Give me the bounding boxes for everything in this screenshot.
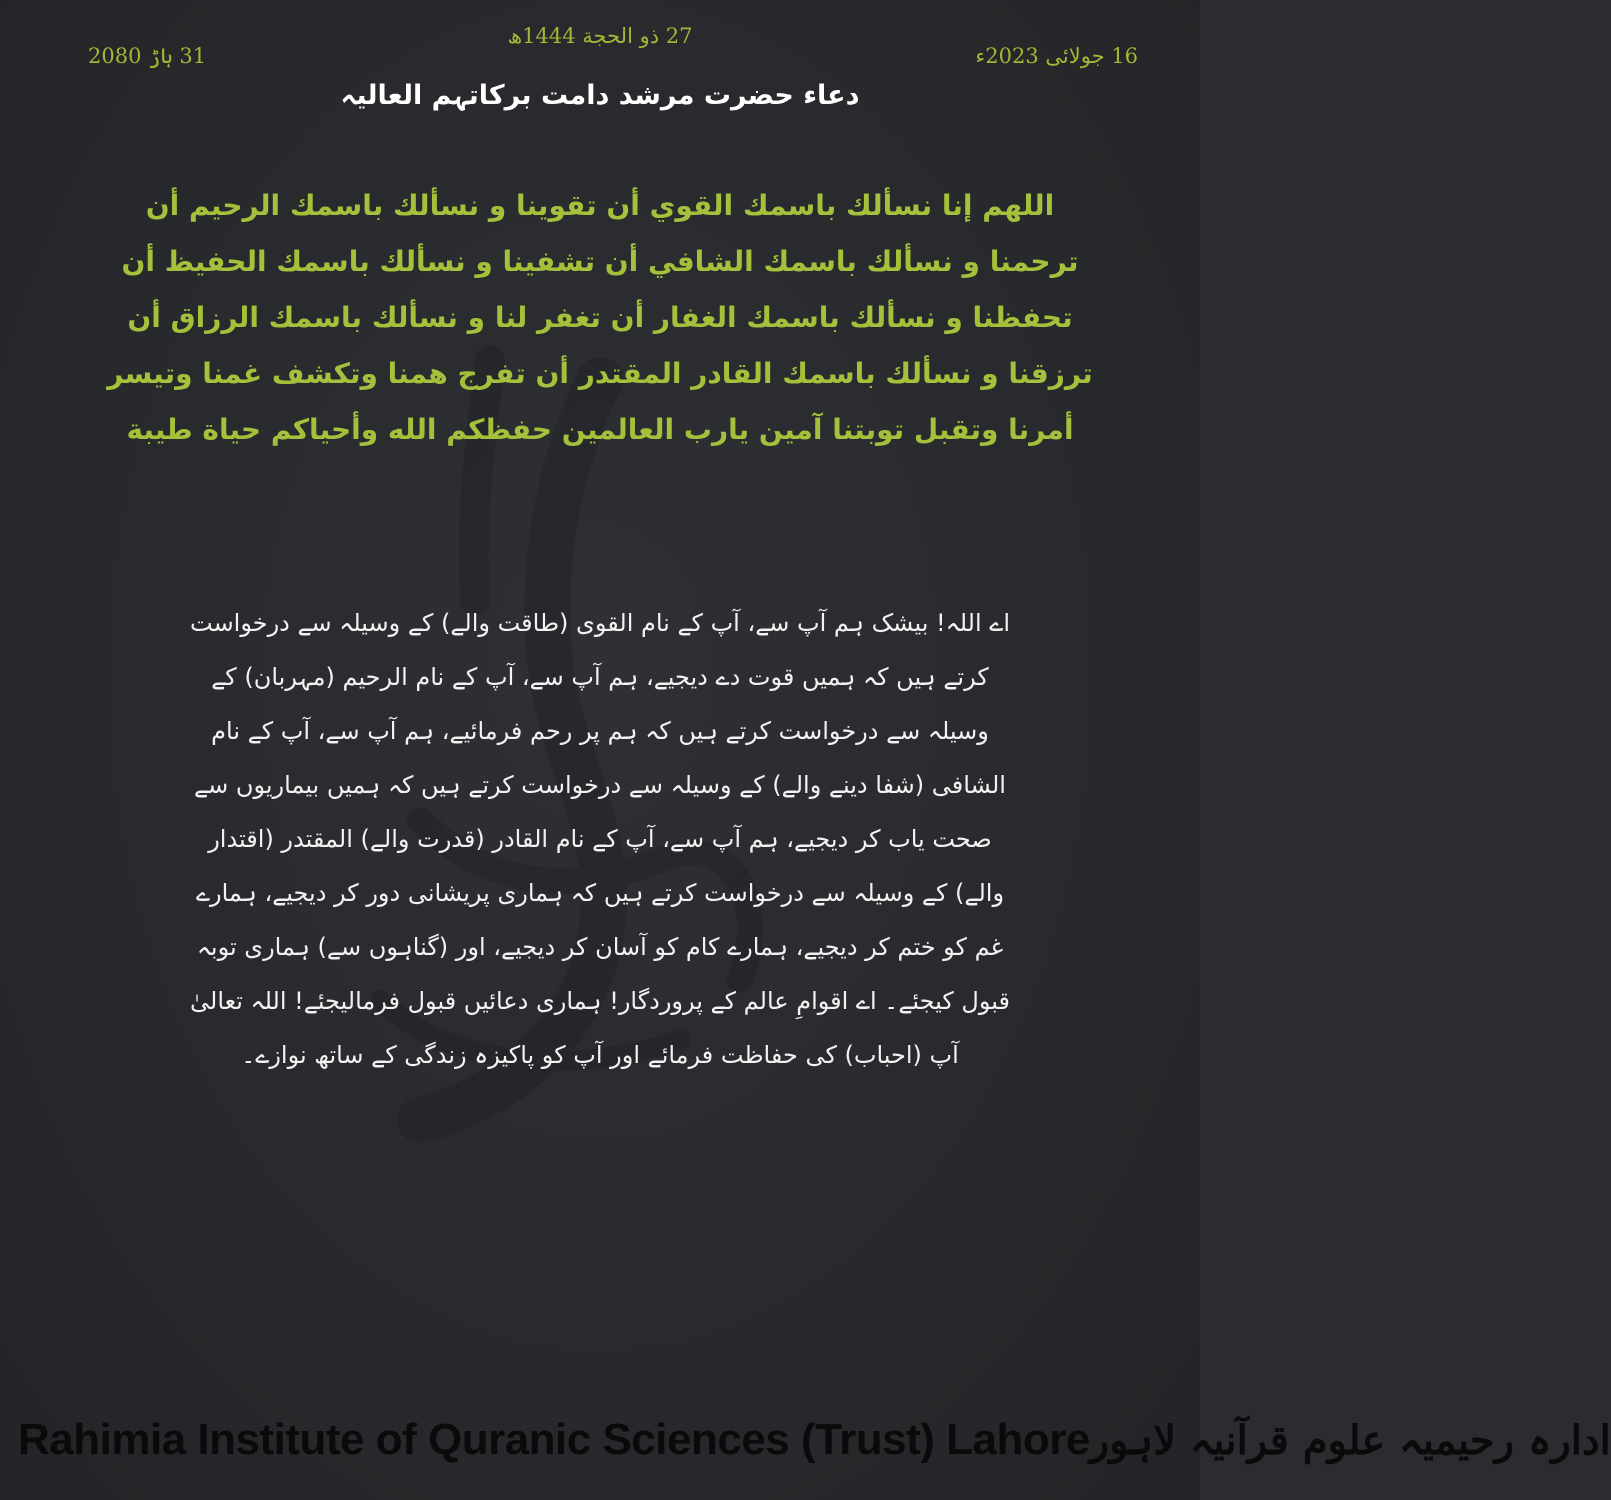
institute-logo-urdu: ادارہ رحیمیہ علوم قرآنیہ لاہور [1089,1416,1611,1464]
gregorian-date: 16 جولائی 2023ء [975,44,1138,68]
hijri-date: 27 ذو الحجة 1444ھ [507,24,693,48]
bikrami-date: 31 ہاڑ 2080 [88,44,207,68]
footer-banner [18,1400,1611,1480]
urdu-translation-text: اے اللہ! بیشک ہم آپ سے، آپ کے نام القوی (طاقت والے) کے وسیلہ سے درخواست کرتے ہیں کہ ہمیں قوت دے دیجیے، ہم آپ سے، آپ کے نام الرحیم (مہربان) کے وسیلہ سے درخواست کرتے ہیں کہ ہم پر رحم فرمائیے، ہم آپ سے، آپ کے نام الشافی (شفا دینے والے) کے وسیلہ سے درخواست کرتے ہیں کہ ہمیں بیماریوں سے صحت یاب کر دیجیے، ہم آپ سے، آپ کے نام القادر (قدرت والے) المقتدر (اقتدار والے) کے وسیلہ سے درخواست کرتے ہیں کہ ہماری پریشانی دور کر دیجیے، ہمارے غم کو ختم کر دیجیے، ہمارے کام کو آسان کر دیجیے، اور (گناہوں سے) ہماری توبہ قبول کیجئے۔ اے اقوامِ عالم کے پروردگار! ہماری دعائیں قبول فرمالیجئے! اللہ تعالیٰ آپ (احباب) کی حفاظت فرمائے اور آپ کو پاکیزہ زندگی کے ساتھ نوازے۔ [190,609,1010,1069]
page-title: دعاء حضرت مرشد دامت برکاتہم العالیہ [340,80,860,111]
institute-name-english: Rahimia Institute of Quranic Sciences (Trust) Lahore [18,1415,1090,1464]
arabic-dua-text: اللهم إنا نسألك باسمك القوي أن تقوينا و نسألك باسمك الرحيم أن ترحمنا و نسألك باسمك الشافي أن تشفينا و نسألك باسمك الحفيظ أن تحفظنا و نسألك باسمك الغفار أن تغفر لنا و نسألك باسمك الرزاق أن ترزقنا و نسألك باسمك القادر المقتدر أن تفرج همنا وتكشف غمنا وتيسر أمرنا وتقبل توبتنا آمين يارب العالمين حفظكم الله وأحياكم حياة طيبة [107,189,1093,446]
